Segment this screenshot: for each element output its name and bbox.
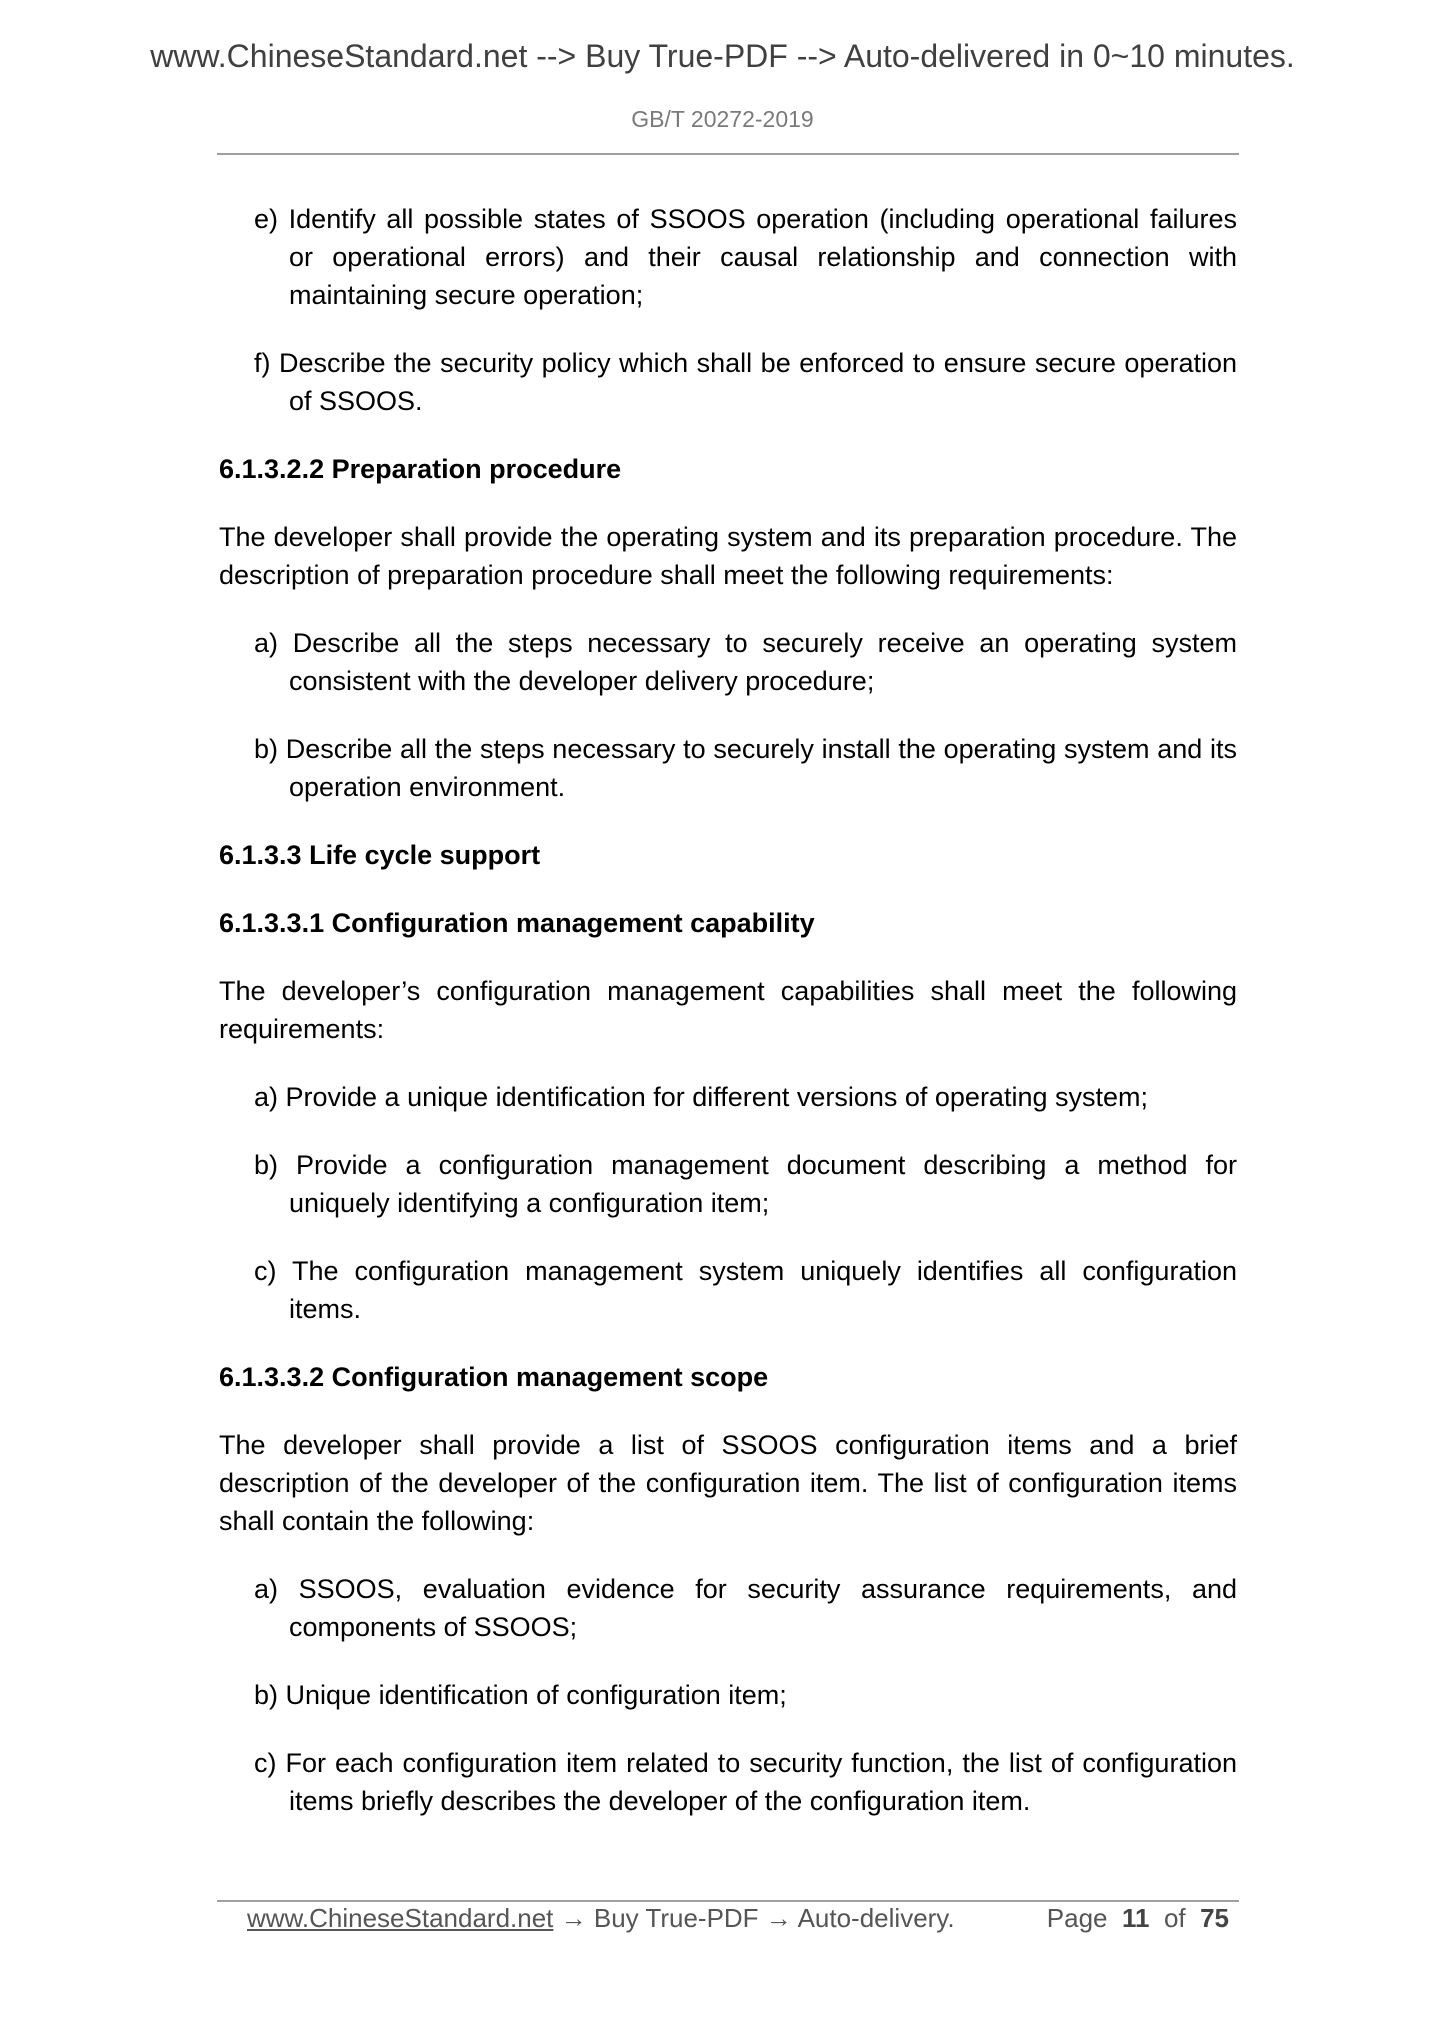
list-item: c) The configuration management system uniquely identifies all configuration items. [254,1256,1237,1324]
page-number: Page 11 of 75 [1046,1903,1229,1933]
list-item: a) SSOOS, evaluation evidence for security assurance requirements, and components of SSOOS; [254,1574,1237,1642]
list-item: a) Provide a unique identification for different versions of operating system; [254,1082,1148,1112]
list-item: b) Describe all the steps necessary to securely install the operating system and its operation environment. [254,734,1237,802]
list-item: f) Describe the security policy which shall be enforced to ensure secure operation of SSOOS. [254,348,1237,416]
section-heading: 6.1.3.2.2 Preparation procedure [219,454,622,484]
list-item: a) Describe all the steps necessary to securely receive an operating system consistent with the developer delivery procedure; [254,628,1237,696]
standard-number: GB/T 20272-2019 [631,106,814,132]
paragraph: The developer shall provide a list of SSOOS configuration items and a brief description of the developer of the configuration item. The list of configuration items shall contain the following: [219,1430,1237,1536]
footer-divider [217,1900,1239,1902]
list-item: b) Provide a configuration management document describing a method for uniquely identifying a configuration item; [254,1150,1237,1218]
footer-text: → Buy True-PDF → Auto-delivery. [553,1903,955,1933]
site-banner: www.ChineseStandard.net --> Buy True-PDF --> Auto-delivered in 0~10 minutes. [150,38,1295,74]
paragraph: The developer shall provide the operating system and its preparation procedure. The description of preparation procedure shall meet the following requirements: [219,522,1237,590]
paragraph: The developer’s configuration management capabilities shall meet the following requirements: [219,976,1237,1044]
list-item: c) For each configuration item related to security function, the list of configuration items briefly describes the developer of the configuration item. [254,1748,1237,1816]
section-heading: 6.1.3.3.2 Configuration management scope [219,1362,769,1392]
document-body [219,200,1237,1850]
page-footer [247,1903,1229,1934]
section-heading: 6.1.3.3 Life cycle support [219,840,541,870]
list-item: b) Unique identification of configuration item; [254,1680,787,1710]
section-heading: 6.1.3.3.1 Configuration management capability [219,908,815,938]
header-divider [217,153,1239,155]
list-item: e) Identify all possible states of SSOOS operation (including operational failures or operational errors) and their causal relationship and connection with maintaining secure operation; [254,204,1237,310]
footer-site-link[interactable]: www.ChineseStandard.net [247,1903,554,1933]
